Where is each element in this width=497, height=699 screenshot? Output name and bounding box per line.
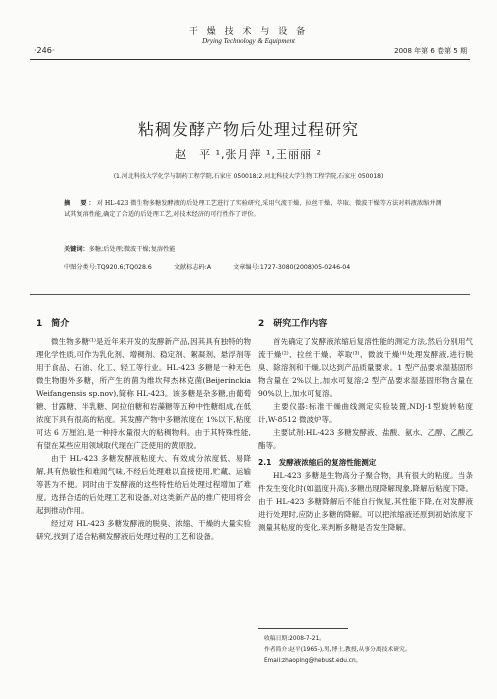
footnote-rule [258,628,348,629]
section-heading-research: 2 研究工作内容 [258,319,328,329]
classification-line [64,262,370,271]
section-heading-intro: 1 简介 [36,319,70,329]
left-column [36,318,251,543]
paragraph: 经过对 HL-423 多糖发酵液的脱臭、浓缩、干燥的大量实验研究,找到了适合粘稠发酵液后处理过程的工艺和设备。 [36,519,251,541]
paragraph: 主要仪器:标准干燥曲线测定实验装置,NDJ-1型旋转粘度计,W-8512 微波炉等。 [258,402,473,424]
paragraph: 由于 HL-423 多糖发酵液粘度大、有效成分浓度低、易降解,具有热敏性和难闻气味,不经后处理难以直接使用,贮藏、运输等甚为不便。同时由于发酵液的这些特性给后处理过程增加了难度。选择合适的后处理工艺和设备,对这类新产品的推广使用将会起到推动作用。 [36,454,251,515]
author-bio: 作者简介:赵平(1965-),男,博士,教授,从事分离技术研究。 [264,647,411,653]
journal-title-en: Drying Technology & Equipment [202,37,295,45]
keywords [64,244,444,253]
footnote [264,634,474,667]
received-date: 收稿日期:2008-7-21。 [264,636,325,642]
header-rule [30,59,470,60]
abstract [64,198,444,220]
document-code: 文献标志码:A [173,264,212,271]
author-email: Email:zhaoping@hebust.edu.cn。 [264,658,362,664]
abstract-label: 摘 要： [64,200,97,207]
paragraph: HL-423 多糖是生物高分子聚合物，具有很大的粘度。当条件发生变化时(如温度升高),多糖出现降解现象,降解后粘度下降。由于 HL-423 多糖降解后不能自行恢复,其性能下降,在对发酵液进行处理时,应防止多糖的降解。可以把浓缩液还原到初始浓度下测量其粘度的变化,来判断多糖是否发生降解。 [258,471,473,532]
paper-title: 粘稠发酵产物后处理过程研究 [137,120,359,139]
right-column [258,318,473,534]
abstract-text: 对 HL-423 微生物多糖发酵液的后处理工艺进行了实验研究,采用气流干燥、拉丝干燥、萃取、微波干燥等方法对料液浓缩并测试其复溶性能,确定了合适的后处理工艺,对技术经济的可行性作了评价。 [64,200,442,218]
article-number: 文章编号:1727-3080(2008)05-0246-04 [233,264,351,271]
issue-info: 2008 年第 6 卷第 5 期 [394,47,467,55]
paragraph: 微生物多糖⁽¹⁾是近年来开发的发酵新产品,因其具有独特的物理化学性质,可作为乳化剂、增稠剂、稳定剂、絮凝剂、悬浮剂等用于食品、石油、化工、轻工等行业。HL-423 多糖是一种无色微生物胞外多糖，所产生的菌为维坎拜杰林克菌(Beijerinckia Weifangensis sp.nov),简称 HL-423。该多糖是杂多糖,由葡萄糖、甘露糖、半乳糖、阿拉伯糖和岩藻糖等五种中性糖组成,在低浓度下具有很高的粘度。其发酵产物中多糖浓度在 1%以下,粘度可达 6 万厘泊,是一种持水量很大的粘稠物料。由于其特殊性能,有望在某些应用领域取代现在广泛使用的黄原胶。 [36,337,251,450]
page-number: ·246· [34,46,55,55]
paragraph: 主要试剂:HL-423 多糖发酵液、盐酸、氨水、乙醇、乙酸乙酯等。 [258,428,473,450]
affiliation: (1.河北科技大学化学与制药工程学院,石家庄 050018;2.河北科技大学生物工程学院,石家庄 050018) [113,173,384,180]
paragraph: 首先确定了发酵液浓缩后复溶性能的测定方法,然后分别用气流干燥⁽²⁾、拉丝干燥、萃取⁽³⁾、微波干燥⁽⁴⁾处理发酵液,进行脱臭、除溶剂和干燥,以达到产品质量要求。1 型产品要求湿基固形物含量在 2%以上,加水可复溶;2 型产品要求湿基固形物含量在 90%以上,加水可复溶。 [258,337,473,398]
keywords-text: 多糖;后处理;微波干燥;复溶性能 [88,246,176,253]
author-list: 赵 平 ¹,张月萍 ¹,王丽丽 ² [175,148,322,161]
journal-title-cn: 干 燥 技 术 与 设 备 [188,27,309,37]
subsection-heading: 2.1 发酵液浓缩后的复溶性能测定 [258,458,377,467]
keywords-label: 关键词： [64,246,89,253]
clc-number: 中图分类号:TQ920.6;TQ028.6 [64,264,152,271]
abstract-rule [30,294,470,295]
